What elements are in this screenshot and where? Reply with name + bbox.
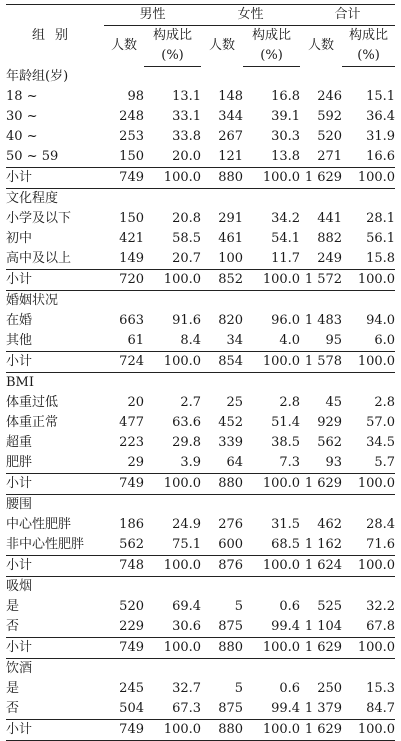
- subtotal-male-pct-cell: 100.0: [144, 352, 201, 373]
- male-count-cell: 421: [119, 231, 144, 246]
- subtotal-total-pct-cell: 100.0: [342, 168, 395, 189]
- female-pct-cell: 7.3: [279, 455, 301, 470]
- subtotal-female-count-cell: 880: [201, 720, 243, 741]
- table-row: [6, 331, 395, 352]
- female-count-cell: 820: [218, 313, 244, 328]
- female-count-cell: 100: [218, 251, 244, 266]
- male-pct-cell: 69.4: [172, 599, 202, 614]
- male-count-cell: 477: [119, 415, 144, 430]
- female-pct-cell: 68.5: [271, 537, 301, 552]
- female-count-cell: 600: [218, 537, 244, 552]
- total-pct-cell: 6.0: [374, 333, 396, 348]
- subtotal-label: 小计: [6, 474, 104, 495]
- category-title: 婚姻状况: [6, 293, 59, 308]
- category-title: BMI: [6, 375, 34, 390]
- row-label: 在婚: [6, 313, 33, 328]
- subtotal-total-count-cell: 1 629: [300, 474, 342, 495]
- subtotal-male-count-cell: 749: [104, 720, 144, 741]
- pct-unit-female: (%): [243, 46, 300, 67]
- female-count-cell: 344: [218, 109, 244, 124]
- total-count-cell: 592: [317, 109, 343, 124]
- total-count-cell: 462: [317, 517, 343, 532]
- row-label: 否: [6, 619, 20, 634]
- row-label: 体重过低: [6, 395, 59, 410]
- female-pct-cell: 99.4: [271, 701, 301, 716]
- subtotal-total-pct-cell: 100.0: [342, 270, 395, 291]
- table-row: [6, 433, 395, 453]
- category-title: 腰围: [6, 497, 33, 512]
- subtotal-row: [6, 638, 395, 659]
- female-pct-cell: 11.7: [271, 251, 301, 266]
- category-title: 饮酒: [6, 661, 33, 676]
- table-row: [6, 515, 395, 535]
- male-count-cell: 245: [119, 681, 144, 696]
- table-header: [6, 5, 395, 67]
- subtotal-label: 小计: [6, 720, 104, 741]
- row-label: 否: [6, 701, 20, 716]
- female-pct-cell: 34.2: [271, 211, 301, 226]
- subtotal-total-count-cell: 1 572: [300, 270, 342, 291]
- row-label: 超重: [6, 435, 33, 450]
- table-row: [6, 87, 395, 107]
- subtotal-male-count-cell: 749: [104, 474, 144, 495]
- male-pct-cell: 63.6: [172, 415, 202, 430]
- group-header-total: 合计: [300, 5, 395, 26]
- male-pct-cell: 20.8: [172, 211, 202, 226]
- row-label: 是: [6, 681, 20, 696]
- pct-header-total: 构成比: [349, 28, 389, 43]
- pct-unit-total: (%): [342, 46, 395, 67]
- female-pct-cell: 0.6: [279, 599, 301, 614]
- female-pct-cell: 51.4: [271, 415, 301, 430]
- female-count-cell: 461: [218, 231, 244, 246]
- total-pct-cell: 32.2: [366, 599, 396, 614]
- row-label: 中心性肥胖: [6, 517, 72, 532]
- male-count-cell: 223: [119, 435, 144, 450]
- table-row: [6, 453, 395, 474]
- subtotal-total-pct-cell: 100.0: [342, 720, 395, 741]
- total-pct-cell: 5.7: [374, 455, 396, 470]
- category-row: [6, 67, 395, 88]
- subtotal-row: [6, 168, 395, 189]
- male-count-cell: 253: [119, 129, 144, 144]
- subtotal-female-count-cell: 876: [201, 556, 243, 577]
- subtotal-total-count-cell: 1 629: [300, 168, 342, 189]
- total-pct-cell: 16.6: [366, 149, 396, 164]
- subtotal-total-pct-cell: 100.0: [342, 352, 395, 373]
- male-pct-cell: 8.4: [180, 333, 202, 348]
- subtotal-row: [6, 720, 395, 741]
- subtotal-total-count-cell: 1 624: [300, 556, 342, 577]
- count-header-male: 人数: [110, 38, 137, 54]
- row-label: 体重正常: [6, 415, 59, 430]
- total-count-cell: 929: [317, 415, 343, 430]
- subtotal-male-pct-cell: 100.0: [144, 638, 201, 659]
- subtotal-female-pct-cell: 100.0: [243, 168, 300, 189]
- subtotal-male-count-cell: 720: [104, 270, 144, 291]
- total-pct-cell: 56.1: [366, 231, 396, 246]
- total-pct-cell: 36.4: [366, 109, 396, 124]
- subtotal-female-count-cell: 854: [201, 352, 243, 373]
- subtotal-female-count-cell: 880: [201, 168, 243, 189]
- male-pct-cell: 2.7: [180, 395, 202, 410]
- male-pct-cell: 30.6: [172, 619, 202, 634]
- female-pct-cell: 4.0: [279, 333, 301, 348]
- total-count-cell: 1 379: [304, 701, 343, 716]
- female-count-cell: 25: [226, 395, 244, 410]
- male-pct-cell: 32.7: [172, 681, 202, 696]
- male-pct-cell: 67.3: [172, 701, 202, 716]
- female-count-cell: 148: [218, 89, 244, 104]
- subtotal-total-count-cell: 1 578: [300, 352, 342, 373]
- total-pct-cell: 84.7: [366, 701, 396, 716]
- group-header-female: 女性: [201, 5, 300, 26]
- subtotal-male-count-cell: 749: [104, 168, 144, 189]
- category-row: [6, 495, 395, 516]
- row-label: 40 ~: [6, 129, 38, 144]
- total-count-cell: 249: [317, 251, 343, 266]
- total-count-cell: 1 483: [304, 313, 343, 328]
- total-count-cell: 525: [317, 599, 343, 614]
- row-label: 30 ~: [6, 109, 38, 124]
- pct-header-male: 构成比: [153, 28, 193, 43]
- total-count-cell: 271: [317, 149, 343, 164]
- subtotal-female-pct-cell: 100.0: [243, 556, 300, 577]
- male-count-cell: 150: [119, 211, 144, 226]
- group-header-male: 男性: [104, 5, 201, 26]
- total-count-cell: 95: [325, 333, 343, 348]
- total-count-cell: 250: [317, 681, 343, 696]
- category-row: [6, 577, 395, 598]
- subtotal-female-pct-cell: 100.0: [243, 352, 300, 373]
- table-row: [6, 249, 395, 270]
- row-label: 其他: [6, 333, 33, 348]
- category-title: 年龄组(岁): [6, 69, 69, 84]
- female-count-cell: 339: [218, 435, 244, 450]
- male-pct-cell: 3.9: [180, 455, 202, 470]
- male-pct-cell: 33.8: [172, 129, 202, 144]
- male-pct-cell: 33.1: [172, 109, 202, 124]
- category-row: [6, 291, 395, 312]
- subtotal-female-count-cell: 880: [201, 474, 243, 495]
- subtotal-male-pct-cell: 100.0: [144, 270, 201, 291]
- subtotal-row: [6, 556, 395, 577]
- pct-unit-male: (%): [144, 46, 201, 67]
- male-count-cell: 663: [119, 313, 144, 328]
- male-pct-cell: 29.8: [172, 435, 202, 450]
- total-count-cell: 1 104: [304, 619, 343, 634]
- total-count-cell: 562: [317, 435, 343, 450]
- table-row: [6, 597, 395, 617]
- table-row: [6, 229, 395, 249]
- row-label: 是: [6, 599, 20, 614]
- row-label: 小学及以下: [6, 211, 72, 226]
- table-row: [6, 699, 395, 720]
- female-pct-cell: 38.5: [271, 435, 301, 450]
- subtotal-female-count-cell: 852: [201, 270, 243, 291]
- table-row: [6, 209, 395, 229]
- male-pct-cell: 13.1: [172, 89, 202, 104]
- subtotal-label: 小计: [6, 352, 104, 373]
- female-count-cell: 452: [218, 415, 244, 430]
- subtotal-row: [6, 352, 395, 373]
- male-pct-cell: 75.1: [172, 537, 202, 552]
- male-count-cell: 186: [119, 517, 144, 532]
- total-count-cell: 1 162: [304, 537, 343, 552]
- row-label: 初中: [6, 231, 33, 246]
- subtotal-male-pct-cell: 100.0: [144, 168, 201, 189]
- subtotal-label: 小计: [6, 168, 104, 189]
- subtotal-female-count-cell: 880: [201, 638, 243, 659]
- female-count-cell: 875: [218, 619, 244, 634]
- female-count-cell: 5: [234, 681, 244, 696]
- female-pct-cell: 0.6: [279, 681, 301, 696]
- subtotal-female-pct-cell: 100.0: [243, 474, 300, 495]
- total-pct-cell: 31.9: [366, 129, 396, 144]
- category-title: 文化程度: [6, 191, 59, 206]
- male-count-cell: 98: [127, 89, 144, 104]
- total-count-cell: 882: [317, 231, 343, 246]
- total-pct-cell: 34.5: [366, 435, 396, 450]
- table-row: [6, 107, 395, 127]
- total-count-cell: 93: [325, 455, 343, 470]
- female-pct-cell: 96.0: [271, 313, 301, 328]
- subtotal-male-count-cell: 724: [104, 352, 144, 373]
- male-pct-cell: 24.9: [172, 517, 202, 532]
- subtotal-total-pct-cell: 100.0: [342, 474, 395, 495]
- female-pct-cell: 2.8: [279, 395, 301, 410]
- female-pct-cell: 30.3: [271, 129, 301, 144]
- count-header-total: 人数: [308, 38, 335, 54]
- female-pct-cell: 13.8: [271, 149, 301, 164]
- table-row: [6, 311, 395, 331]
- female-count-cell: 121: [218, 149, 244, 164]
- male-count-cell: 248: [119, 109, 144, 124]
- table-body: [6, 67, 395, 741]
- subtotal-total-pct-cell: 100.0: [342, 556, 395, 577]
- total-pct-cell: 67.8: [366, 619, 396, 634]
- male-pct-cell: 91.6: [172, 313, 202, 328]
- table-row: [6, 679, 395, 699]
- female-count-cell: 34: [226, 333, 244, 348]
- subtotal-total-pct-cell: 100.0: [342, 638, 395, 659]
- subtotal-row: [6, 270, 395, 291]
- total-pct-cell: 28.1: [366, 211, 396, 226]
- total-count-cell: 520: [317, 129, 343, 144]
- category-title: 吸烟: [6, 579, 33, 594]
- total-count-cell: 441: [317, 211, 343, 226]
- total-pct-cell: 15.8: [366, 251, 396, 266]
- subtotal-male-pct-cell: 100.0: [144, 474, 201, 495]
- male-pct-cell: 20.7: [172, 251, 202, 266]
- subtotal-total-count-cell: 1 629: [300, 720, 342, 741]
- male-count-cell: 520: [119, 599, 144, 614]
- male-count-cell: 150: [119, 149, 144, 164]
- subtotal-label: 小计: [6, 556, 104, 577]
- female-pct-cell: 54.1: [271, 231, 301, 246]
- total-pct-cell: 2.8: [374, 395, 396, 410]
- count-header-female: 人数: [209, 38, 236, 54]
- male-count-cell: 504: [119, 701, 144, 716]
- table-row: [6, 127, 395, 147]
- subtotal-label: 小计: [6, 638, 104, 659]
- total-pct-cell: 15.1: [366, 89, 396, 104]
- male-count-cell: 61: [127, 333, 144, 348]
- subtotal-male-pct-cell: 100.0: [144, 556, 201, 577]
- table-row: [6, 535, 395, 556]
- male-count-cell: 562: [119, 537, 144, 552]
- female-pct-cell: 99.4: [271, 619, 301, 634]
- subtotal-row: [6, 474, 395, 495]
- male-pct-cell: 20.0: [172, 149, 202, 164]
- female-pct-cell: 39.1: [271, 109, 301, 124]
- total-count-cell: 246: [317, 89, 343, 104]
- female-pct-cell: 16.8: [271, 89, 301, 104]
- table-row: [6, 413, 395, 433]
- subtotal-male-count-cell: 748: [104, 556, 144, 577]
- subtotal-female-pct-cell: 100.0: [243, 638, 300, 659]
- table-row: [6, 147, 395, 168]
- category-row: [6, 373, 395, 394]
- subtotal-female-pct-cell: 100.0: [243, 720, 300, 741]
- total-pct-cell: 57.0: [366, 415, 396, 430]
- female-pct-cell: 31.5: [271, 517, 301, 532]
- total-pct-cell: 71.6: [366, 537, 396, 552]
- category-row: [6, 659, 395, 680]
- female-count-cell: 64: [226, 455, 244, 470]
- female-count-cell: 875: [218, 701, 244, 716]
- table-row: [6, 393, 395, 413]
- female-count-cell: 291: [218, 211, 244, 226]
- demographics-table: [6, 4, 395, 741]
- male-count-cell: 20: [127, 395, 144, 410]
- table-row: [6, 617, 395, 638]
- category-row: [6, 189, 395, 210]
- row-label: 肥胖: [6, 455, 33, 470]
- subtotal-male-pct-cell: 100.0: [144, 720, 201, 741]
- female-count-cell: 267: [218, 129, 244, 144]
- female-count-cell: 5: [234, 599, 244, 614]
- subtotal-female-pct-cell: 100.0: [243, 270, 300, 291]
- male-count-cell: 29: [127, 455, 144, 470]
- male-pct-cell: 58.5: [172, 231, 202, 246]
- row-label: 高中及以上: [6, 251, 72, 266]
- total-count-cell: 45: [325, 395, 343, 410]
- male-count-cell: 149: [119, 251, 144, 266]
- subtotal-total-count-cell: 1 629: [300, 638, 342, 659]
- subtotal-label: 小计: [6, 270, 104, 291]
- corner-label: 组别: [6, 5, 104, 67]
- row-label: 非中心性肥胖: [6, 537, 85, 552]
- total-pct-cell: 28.4: [366, 517, 396, 532]
- row-label: 18 ~: [6, 89, 38, 104]
- subtotal-male-count-cell: 749: [104, 638, 144, 659]
- row-label: 50 ~ 59: [6, 149, 59, 164]
- total-pct-cell: 94.0: [366, 313, 396, 328]
- male-count-cell: 229: [119, 619, 144, 634]
- pct-header-female: 构成比: [252, 28, 292, 43]
- female-count-cell: 276: [218, 517, 244, 532]
- total-pct-cell: 15.3: [366, 681, 396, 696]
